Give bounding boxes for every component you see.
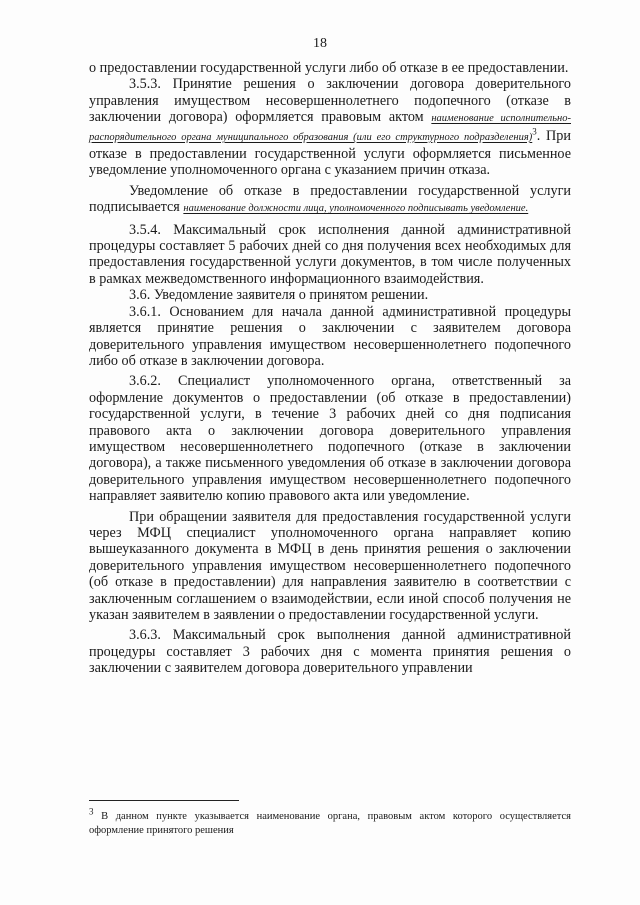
paragraph: о предоставлении государственной услуги либо об отказе в ее предоставлении.	[89, 60, 569, 76]
paragraph-text: Уведомление об отказе в предоставлении государственной услуги подписывается	[89, 182, 571, 216]
footnote-separator	[89, 800, 239, 801]
footnote-reference: 3	[532, 125, 537, 136]
placeholder-text: наименование должности лица, уполномоченного подписывать уведомление.	[183, 203, 529, 215]
paragraph: 3.5.4. Максимальный срок исполнения данной административной процедуры составляет 5 рабочих дней со дня получения всех необходимых для предоставления государственной услуги документов, в том числе полученных в рамках межведомственного информационного взаимодействия.	[89, 221, 571, 287]
paragraph: 3.6. Уведомление заявителя о принятом решении.	[129, 287, 429, 304]
footnote-marker: 3	[89, 806, 94, 817]
document-body	[89, 60, 571, 677]
paragraph: 3.6.2. Специалист уполномоченного органа, ответственный за оформление документов о предоставлении (об отказе в предоставлении) государственной услуги, в течение 3 рабочих дней со дня подписания правового акта о заключении договора доверительного управления имуществом несовершеннолетнего подопечного (отказе в заключении договора), а также письменного уведомления об отказе в заключении договора доверительного управления имуществом несовершеннолетнего подопечного направляет заявителю копию правового акта или уведомление.	[89, 373, 571, 505]
page-number: 18	[313, 36, 327, 51]
footnote-text: В данном пункте указывается наименование органа, правовым актом которого осуществляется оформление принятого решения	[89, 811, 571, 836]
paragraph: 3.6.3. Максимальный срок выполнения данной административной процедуры составляет 3 рабочих дня с момента принятия решения о заключении с заявителем договора доверительного управлении	[89, 627, 571, 677]
paragraph: При обращении заявителя для предоставления государственной услуги через МФЦ специалист уполномоченного органа направляет копию вышеуказанного документа в МФЦ в день принятия решения о заключении доверительного управления имуществом несовершеннолетнего подопечного (об отказе в предоставлении) для направления заявителю в соответствии с заключенным соглашением о взаимодействии, если иной способ получения не указан заявителем в заявлении о предоставлении государственной услуги.	[89, 508, 571, 623]
paragraph-text: . При отказе в предоставлении государственной услуги оформляется письменное уведомление уполномоченного органа с указанием причин отказа.	[89, 127, 571, 179]
paragraph-text: 3.5.3. Принятие решения о заключении договора доверительного управления имуществом несовершеннолетнего подопечного (отказе в заключении договора) оформляется правовым актом	[89, 76, 571, 126]
paragraph: 3.6.1. Основанием для начала данной административной процедуры является принятие решения о заключении с заявителем договора доверительного управления имуществом несовершеннолетнего подопечного либо об отказе в заключении договора.	[89, 303, 571, 369]
placeholder-text: наименование исполнительно-распорядительного органа муниципального образования (или его структурного подразделения)	[89, 113, 571, 143]
paragraph	[89, 76, 571, 178]
footnote	[89, 806, 571, 838]
paragraph	[89, 183, 571, 218]
